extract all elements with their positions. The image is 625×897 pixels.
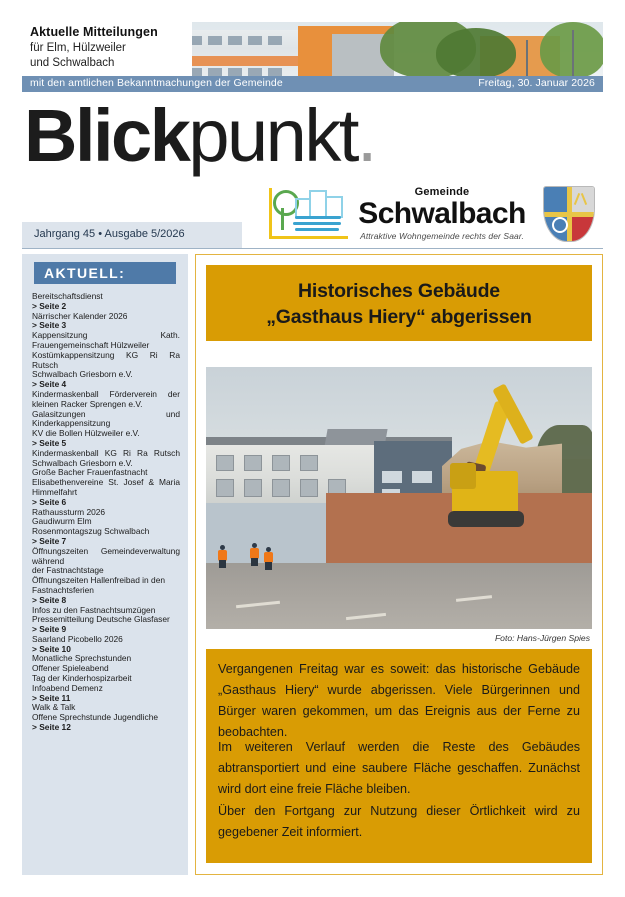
article-paragraph-2: Im weiteren Verlauf werden die Reste des Gebäudes abtransportiert und eine saubere Fläche geschaffen. Zunächst wird dort eine freie Fläche bleiben. [218, 740, 580, 796]
photo-asphalt-ground [206, 563, 592, 629]
sidebar-list-item: Tag der Kinderhospizarbeit [32, 673, 132, 684]
sidebar-list-item: Kindermaskenball KG Ri Ra Rutsch Schwalbach Griesborn e.V. [32, 447, 180, 468]
sidebar-list-item: Galasitzungen und Kinderkappensitzung [32, 408, 180, 429]
sidebar [22, 254, 188, 875]
sidebar-page-ref[interactable]: > Seite 8 [32, 594, 67, 605]
logo-gemeinde-label: Gemeinde [414, 186, 470, 198]
sidebar-list-item: Saarland Picobello 2026 [32, 633, 123, 644]
article-body-box [206, 649, 592, 863]
sidebar-page-ref[interactable]: > Seite 10 [32, 643, 71, 654]
photo-worker-3 [264, 547, 273, 569]
sidebar-list-item: Offener Spieleabend [32, 663, 109, 674]
sidebar-list-item: Rathaussturm 2026 [32, 506, 106, 517]
sidebar-list-item: Offene Sprechstunde Jugendliche [32, 712, 159, 723]
sidebar-list-item: Infos zu den Fastnachtsumzügen [32, 604, 156, 615]
masthead-bold: Blick [24, 94, 189, 177]
photo-excavator-tracks [448, 511, 524, 527]
sidebar-page-ref[interactable]: > Seite 6 [32, 496, 67, 507]
banner-blue-bar [22, 76, 603, 92]
sidebar-list-item: Öffnungszeiten Gemeindeverwaltung während [32, 545, 180, 566]
logo-tagline: Attraktive Wohngemeinde rechts der Saar. [360, 231, 524, 241]
top-banner [22, 22, 603, 92]
banner-subtitle-line2: und Schwalbach [30, 57, 115, 69]
logo-wordmark [357, 186, 527, 241]
sidebar-list-item: Kostümkappensitzung KG Ri Ra Rutsch [32, 349, 180, 370]
sidebar-list-item: Närrischer Kalender 2026 [32, 310, 128, 321]
banner-tree-2 [436, 28, 516, 76]
masthead [24, 96, 604, 176]
sidebar-contents-list [32, 292, 180, 733]
sidebar-list-item: Rosenmontagszug Schwalbach [32, 526, 150, 537]
banner-title: Aktuelle Mitteilungen [30, 25, 158, 39]
municipality-logo [265, 182, 603, 246]
banner-building-left [180, 30, 300, 76]
logo-schwalbach-label: Schwalbach [358, 197, 526, 230]
sidebar-list-item: Öffnungszeiten Hallenfreibad in den [32, 575, 166, 586]
banner-photo [180, 22, 603, 76]
sidebar-list-item: Große Bacher Frauenfastnacht [32, 467, 148, 478]
sidebar-list-item: Kindermaskenball Förderverein der kleinen Racker Sprengen e.V. [32, 388, 180, 409]
official-announcements-text: mit den amtlichen Bekanntmachungen der Gemeinde [30, 77, 283, 89]
masthead-dot: . [356, 94, 375, 177]
photo-worker-1 [218, 545, 227, 567]
sidebar-page-ref[interactable]: > Seite 7 [32, 535, 67, 546]
article-paragraph-3: Über den Fortgang zur Nutzung dieser Örtlichkeit wird zu gegebener Zeit informiert. [218, 804, 580, 839]
banner-subtitle-line1: für Elm, Hülzweiler [30, 42, 126, 54]
photo-excavator-cab [450, 463, 476, 489]
sidebar-list-item: Bereitschaftsdienst [32, 291, 103, 301]
publication-date: Freitag, 30. Januar 2026 [478, 77, 595, 89]
sidebar-list-item: Pressemitteilung Deutsche Glasfaser [32, 614, 170, 625]
sidebar-page-ref[interactable]: > Seite 2 [32, 300, 67, 311]
logo-pictogram-icon [265, 184, 349, 240]
issue-info-bar [22, 222, 242, 248]
sidebar-page-ref[interactable]: > Seite 12 [32, 722, 71, 733]
sidebar-list-item: Gaudiwurm Elm [32, 516, 92, 527]
banner-building-band [180, 56, 300, 66]
sidebar-header [34, 262, 176, 284]
sidebar-list-item: KV die Bollen Hülzweiler e.V. [32, 428, 140, 439]
sidebar-page-ref[interactable]: > Seite 5 [32, 437, 67, 448]
sidebar-list-item: Elisabethenvereine St. Josef & Maria Himmelfahrt [32, 477, 180, 497]
headline-line-2: „Gasthaus Hiery“ abgerissen [266, 306, 532, 328]
sidebar-page-ref[interactable]: > Seite 4 [32, 379, 67, 390]
header-divider [22, 248, 603, 249]
sidebar-page-ref[interactable]: > Seite 9 [32, 624, 67, 635]
article-photo [206, 367, 592, 629]
photo-credit: Foto: Hans-Jürgen Spies [494, 633, 590, 643]
sidebar-list-item: Fastnachtsferien [32, 584, 94, 595]
issue-label: Jahrgang 45 • Ausgabe 5/2026 [34, 228, 185, 240]
sidebar-list-item: Walk & Talk [32, 702, 76, 713]
sidebar-heading-label: AKTUELL: [44, 265, 126, 281]
masthead-light: punkt [188, 94, 357, 177]
sidebar-page-ref[interactable]: > Seite 3 [32, 320, 67, 331]
sidebar-page-ref[interactable]: > Seite 11 [32, 692, 71, 703]
main-article [195, 254, 603, 875]
sidebar-list-item: Monatliche Sprechstunden [32, 653, 132, 664]
sidebar-list-item: Kappensitzung Kath. Frauengemeinschaft Hülzweiler [32, 330, 180, 350]
sidebar-list-item: der Fastnachtstage [32, 565, 104, 576]
sidebar-list-item: Schwalbach Griesborn e.V. [32, 369, 133, 380]
article-headline-box [206, 265, 592, 341]
article-paragraph-1: Vergangenen Freitag war es soweit: das historische Gebäude „Gasthaus Hiery“ wurde abgerissen. Viele Bürgerinnen und Bürger waren gekommen, um das Ereignis aus der Ferne zu beobachten. [218, 662, 580, 739]
banner-text-block [22, 22, 192, 76]
photo-worker-2 [250, 543, 259, 565]
sidebar-list-item: Infoabend Demenz [32, 682, 103, 693]
headline-line-1: Historisches Gebäude [298, 280, 500, 302]
coat-of-arms-icon [543, 186, 595, 242]
